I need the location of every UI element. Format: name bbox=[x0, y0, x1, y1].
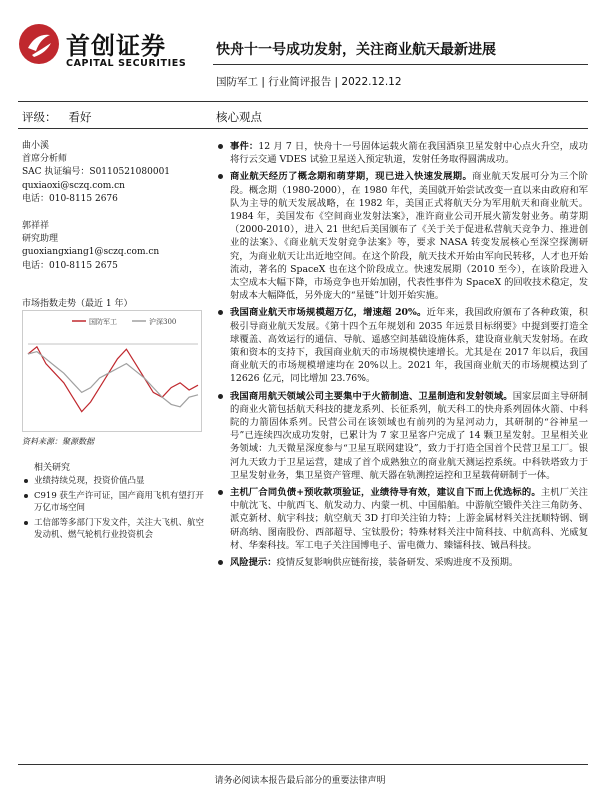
rating-value: 看好 bbox=[68, 110, 92, 124]
point-text: 近年来，我国政府颁布了各种政策，积极引导商业航天发展。《第十四个五年规划和 2035 年远景目标纲要》中提到要打造全球覆盖、高效运行的通信、导航、遥感空间基础设施体系，建设商业航天发射场。在政策和资本的支持下，我国商业航天的市场规模快速增长。尤其是在 2017 年以后，我国商业航天的市场规模增速均在 20%以上。2021 年，我国商业航天的市场规模达到了 12626 亿元，同比增加 23.76%。 bbox=[230, 307, 588, 385]
analyst-role: 首席分析师 bbox=[22, 154, 68, 165]
point-lead: 风险提示： bbox=[230, 557, 277, 569]
related-item[interactable]: C919 获生产许可证，国产商用飞机有望打开万亿市场空间 bbox=[22, 490, 207, 514]
point-lead: 事件： bbox=[230, 141, 259, 152]
analyst-card bbox=[22, 140, 207, 206]
analyst-card bbox=[22, 220, 207, 273]
bullet-icon bbox=[24, 479, 28, 483]
chart-source: 资料来源：聚源数据 bbox=[22, 437, 94, 446]
point-text: 疫情反复影响供应链衔接，装备研发、采购进度不及预期。 bbox=[276, 557, 519, 569]
point-text: 主机厂关注中航沈飞、中航西飞、航发动力、内蒙一机、中国船舶。中游航空锻件关注三角防务、派克新材、航宇科技；航空航天 3D 打印关注铂力特；上游金属材料关注抚顺特钢、钢研高纳、图南股份、西部超导、宝钛股份；特殊材料关注中简科技、中航高科、光威复材、华秦科技。军工电子关注国博电子、雷电微力、臻镭科技、铖昌科技。 bbox=[230, 487, 588, 551]
analyst-phone: 电话：010-8115 2676 bbox=[22, 193, 118, 204]
bullet-icon bbox=[218, 394, 223, 399]
core-points bbox=[216, 140, 588, 573]
related-title: 相关研究 bbox=[34, 463, 71, 473]
analyst-role: 研究助理 bbox=[22, 234, 59, 245]
point-item bbox=[216, 306, 588, 385]
point-item bbox=[216, 556, 588, 569]
capital-securities-logo-icon bbox=[18, 23, 60, 65]
chart-title: 市场指数走势（最近 1 年） bbox=[22, 299, 133, 309]
bullet-icon bbox=[218, 144, 223, 149]
point-item bbox=[216, 170, 588, 302]
analyst-email[interactable]: quxiaoxi@sczq.com.cn bbox=[22, 180, 125, 191]
brand-name-cn: 首创证券 bbox=[66, 32, 166, 60]
analyst-name: 曲小溪 bbox=[22, 141, 50, 151]
point-lead: 商业航天经历了概念期和萌芽期，现已进入快速发展期。 bbox=[230, 171, 473, 183]
chart-svg bbox=[22, 310, 202, 432]
point-lead: 我国商业航天市场规模超万亿，增速超 20%。 bbox=[230, 307, 427, 319]
point-text: 商业航天发展可分为三个阶段。概念期（1980-2000），在 1980 年代，美国就开始尝试改变一直以来由政府和军队为主导的航天发展战略，在 1982 年，美国正式将航天分为军用航天和商业航天。1984 年，美国发布《空间商业发射法案》，准许商业公司开展火箭发射业务。萌芽期（2000-2010），进入 21 世纪后美国颁布了《关于关于促进私营航天竞争力、推进创业的法案》、《商业航天发射竞争法案》等，要求 NASA 转变发展核心至深空探测研究，为商业航天让出近地空间。在这个阶段，航天技术开始由军向民转移，人才也开始流动，著名的 SpaceX 也在这个阶段成立。快速发展期（2010 至今），在该阶段进入太空成本大幅下降，市场竞争也开始加剧，代表性事件为 SpaceX 的回收技术稳定，发射成本大幅降低，另外庞大的“星链”计划开始实施。 bbox=[230, 171, 588, 302]
bullet-icon bbox=[218, 174, 223, 179]
report-meta: 国防军工 | 行业简评报告 | 2022.12.12 bbox=[216, 76, 402, 88]
point-text: 12 月 7 日，快舟十一号固体运载火箭在我国酒泉卫星发射中心点火升空，成功将行云交通 VDES 试验卫星送入预定轨道，发射任务取得圆满成功。 bbox=[230, 141, 588, 166]
point-item bbox=[216, 486, 588, 552]
point-item bbox=[216, 390, 588, 482]
related-item[interactable]: 业绩持续兑现，投资价值凸显 bbox=[22, 475, 207, 487]
analyst-phone: 电话：010-8115 2675 bbox=[22, 260, 118, 271]
rating-label: 评级： bbox=[22, 110, 57, 124]
rating bbox=[22, 109, 92, 125]
bullet-icon bbox=[24, 521, 28, 525]
point-lead: 我国商用航天领域公司主要集中于火箭制造、卫星制造和发射领域。 bbox=[230, 390, 513, 402]
market-index-chart bbox=[22, 310, 202, 432]
bullet-icon bbox=[24, 494, 28, 498]
report-title: 快舟十一号成功发射，关注商业航天最新进展 bbox=[216, 42, 496, 58]
divider bbox=[18, 764, 588, 765]
brand-name-en: CAPITAL SECURITIES bbox=[66, 58, 187, 69]
bullet-icon bbox=[218, 490, 223, 495]
analyst-name: 郭祥祥 bbox=[22, 221, 50, 231]
point-lead: 主机厂合同负债+预收款项验证，业绩待导有效，建议自下而上优选标的。 bbox=[230, 487, 541, 499]
related-list bbox=[22, 475, 207, 544]
legend-label-2: 沪深300 bbox=[149, 318, 177, 326]
point-text: 国家层面主导研制的商业火箭包括航天科技的捷龙系列、长征系列，航天科工的快舟系列固体火箭、中科院的力箭固体系列。民营公司在该领域也有前列的为星河动力，其研制的“谷神星一号”已连续四次成功发射，已累计为 7 家卫星客户完成了 14 颗卫星发射。卫星相关业务领域：九天微星深度参与“卫星互联网建设”，致力于打造全国首个民营卫星工厂。银河九天致力于卫星运营，建成了首个成熟独立的商业航天测运控系统。中科铁塔致力于卫星发射业务，集卫星资产管理、航天器在轨测控运控和卫星载荷研制于一体。 bbox=[230, 390, 588, 481]
divider bbox=[18, 101, 588, 102]
divider bbox=[213, 64, 588, 65]
divider bbox=[18, 128, 588, 129]
related-item[interactable]: 工信部等多部门下发文件，关注大飞机、航空发动机、燃气轮机行业投资机会 bbox=[22, 517, 207, 541]
analyst-license: SAC 执证编号：S0110521080001 bbox=[22, 167, 171, 178]
bullet-icon bbox=[218, 310, 223, 315]
legend-label-1: 国防军工 bbox=[89, 318, 117, 326]
section-title: 核心观点 bbox=[216, 110, 262, 124]
analyst-email[interactable]: guoxiangxiang1@sczq.com.cn bbox=[22, 247, 160, 258]
legal-footer: 请务必阅读本报告最后部分的重要法律声明 bbox=[214, 776, 386, 786]
point-item bbox=[216, 140, 588, 166]
brand-logo bbox=[18, 18, 218, 78]
bullet-icon bbox=[218, 560, 223, 565]
